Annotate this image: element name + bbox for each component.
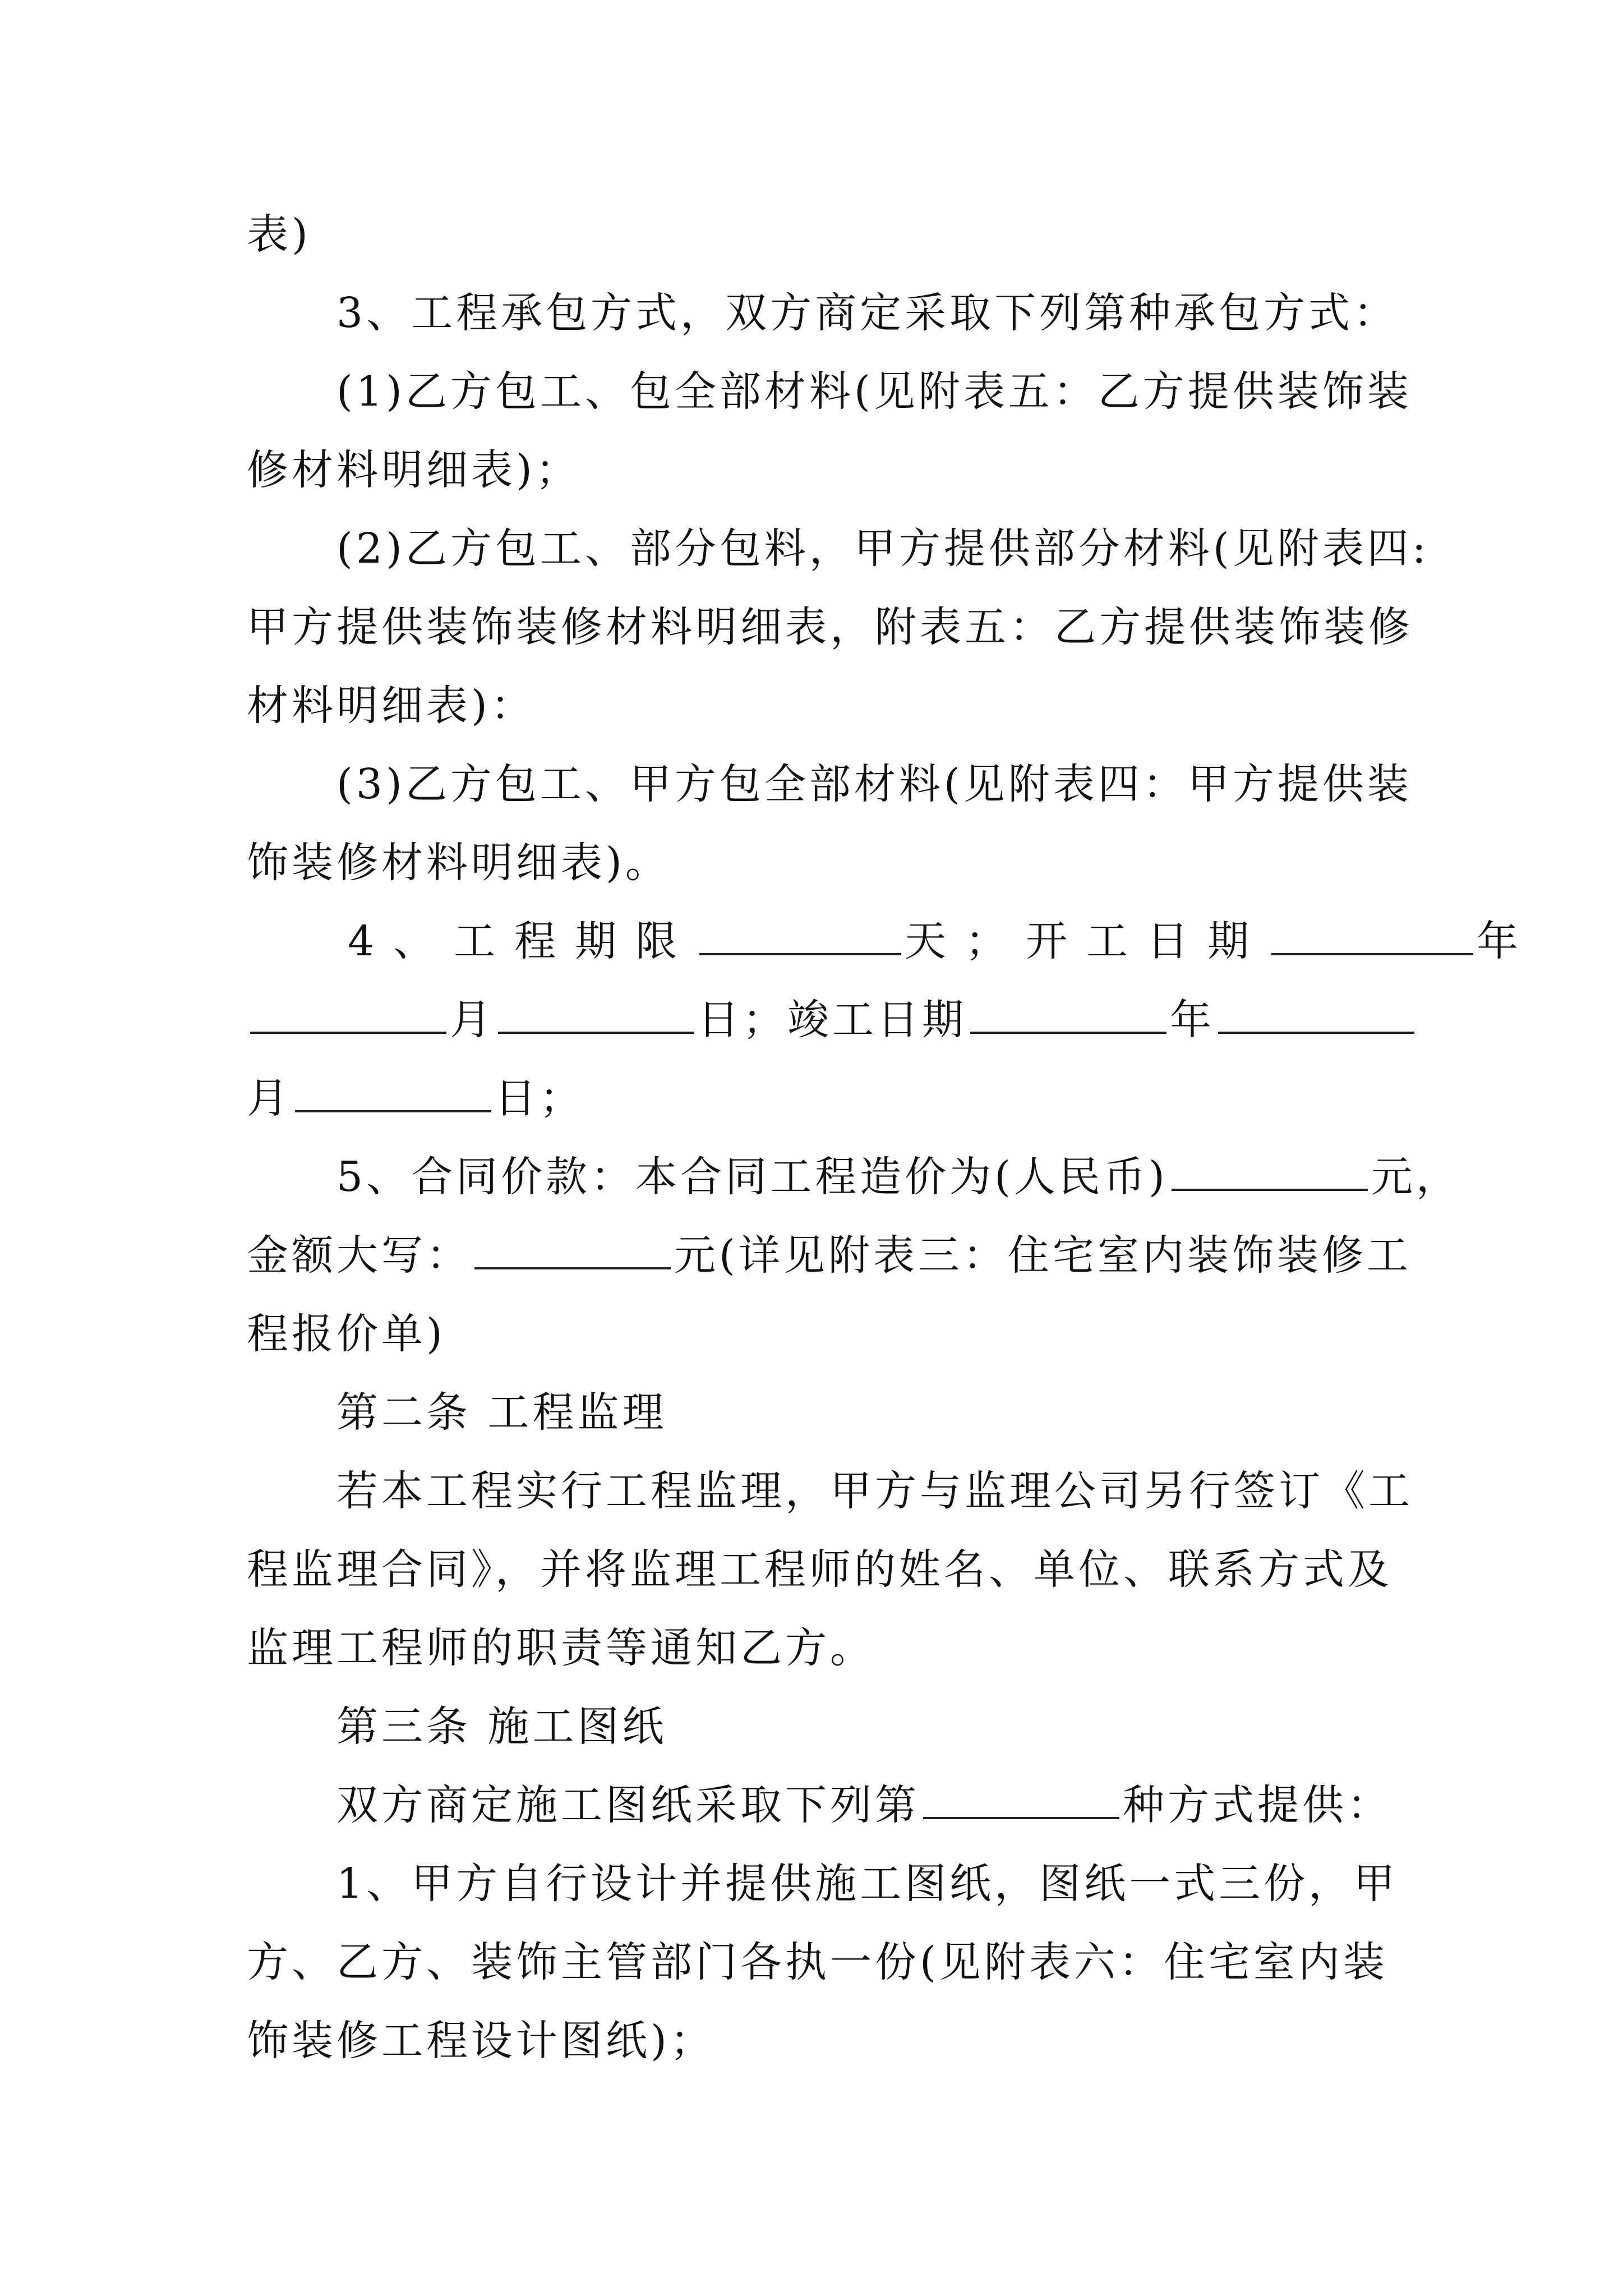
text-line: 饰装修工程设计图纸)； bbox=[247, 2017, 715, 2065]
price-line bbox=[336, 1149, 1461, 1205]
fill-blank[interactable] bbox=[1172, 1149, 1368, 1191]
text-line: (2)乙方包工、部分包料，甲方提供部分材料(见附表四: bbox=[336, 524, 1430, 573]
text-line: 饰装修材料明细表)。 bbox=[247, 839, 670, 887]
text-line: 程监理合同》，并将监理工程师的姓名、单位、联系方式及 bbox=[247, 1545, 1393, 1594]
period-line bbox=[348, 913, 1521, 969]
fill-blank[interactable] bbox=[1218, 992, 1414, 1034]
price-label: 5、合同价款：本合同工程造价为(人民币) bbox=[336, 1153, 1168, 1201]
drawing-method-suffix: 种方式提供： bbox=[1123, 1781, 1392, 1829]
drawing-method-line bbox=[336, 1777, 1392, 1833]
fill-blank[interactable] bbox=[474, 1228, 671, 1269]
fill-blank[interactable] bbox=[250, 992, 446, 1034]
month-label: 月 bbox=[450, 996, 495, 1044]
fill-blank[interactable] bbox=[970, 992, 1166, 1034]
end-date-label: 日；竣工日期 bbox=[698, 996, 967, 1044]
text-line: 方、乙方、装饰主管部门各执一份(见附表六：住宅室内装 bbox=[247, 1938, 1388, 1986]
article-3-title: 第三条 施工图纸 bbox=[336, 1703, 667, 1751]
month-label: 月 bbox=[247, 1074, 292, 1122]
date-line bbox=[247, 992, 1418, 1048]
text-line: (3)乙方包工、甲方包全部材料(见附表四：甲方提供装 bbox=[336, 760, 1412, 808]
text-line: (1)乙方包工、包全部材料(见附表五：乙方提供装饰装 bbox=[336, 367, 1412, 416]
price-detail-text: 元(详见附表三：住宅室内装饰装修工 bbox=[674, 1231, 1412, 1280]
start-date-label: 天；开工日期 bbox=[905, 917, 1269, 965]
text-line: 表) bbox=[247, 210, 311, 259]
date-line-2 bbox=[247, 1070, 584, 1126]
text-line: 材料明细表)： bbox=[247, 682, 536, 730]
fill-blank[interactable] bbox=[295, 1071, 491, 1112]
year-label: 年 bbox=[1170, 996, 1215, 1044]
period-label: 4、工程期限 bbox=[348, 917, 697, 965]
text-line: 若本工程实行工程监理，甲方与监理公司另行签订《工 bbox=[336, 1467, 1413, 1515]
fill-blank[interactable] bbox=[699, 914, 901, 955]
price-words-line bbox=[247, 1227, 1412, 1283]
drawing-method-label: 双方商定施工图纸采取下列第 bbox=[336, 1781, 920, 1829]
year-label: 年 bbox=[1477, 917, 1522, 965]
text-line: 1、甲方自行设计并提供施工图纸，图纸一式三份，甲 bbox=[336, 1860, 1399, 1908]
day-label: 日； bbox=[495, 1074, 584, 1122]
amount-words-label: 金额大写： bbox=[247, 1231, 471, 1280]
text-line: 修材料明细表)； bbox=[247, 446, 580, 494]
article-2-title: 第二条 工程监理 bbox=[336, 1388, 667, 1437]
fill-blank[interactable] bbox=[498, 992, 694, 1034]
fill-blank[interactable] bbox=[923, 1778, 1119, 1819]
yuan-label: 元， bbox=[1371, 1153, 1461, 1201]
text-line: 程报价单) bbox=[247, 1310, 446, 1358]
fill-blank[interactable] bbox=[1271, 914, 1473, 955]
text-line: 甲方提供装饰装修材料明细表，附表五：乙方提供装饰装修 bbox=[247, 603, 1413, 651]
text-line: 监理工程师的职责等通知乙方。 bbox=[247, 1624, 875, 1672]
text-line: 3、工程承包方式，双方商定采取下列第种承包方式： bbox=[336, 289, 1399, 337]
